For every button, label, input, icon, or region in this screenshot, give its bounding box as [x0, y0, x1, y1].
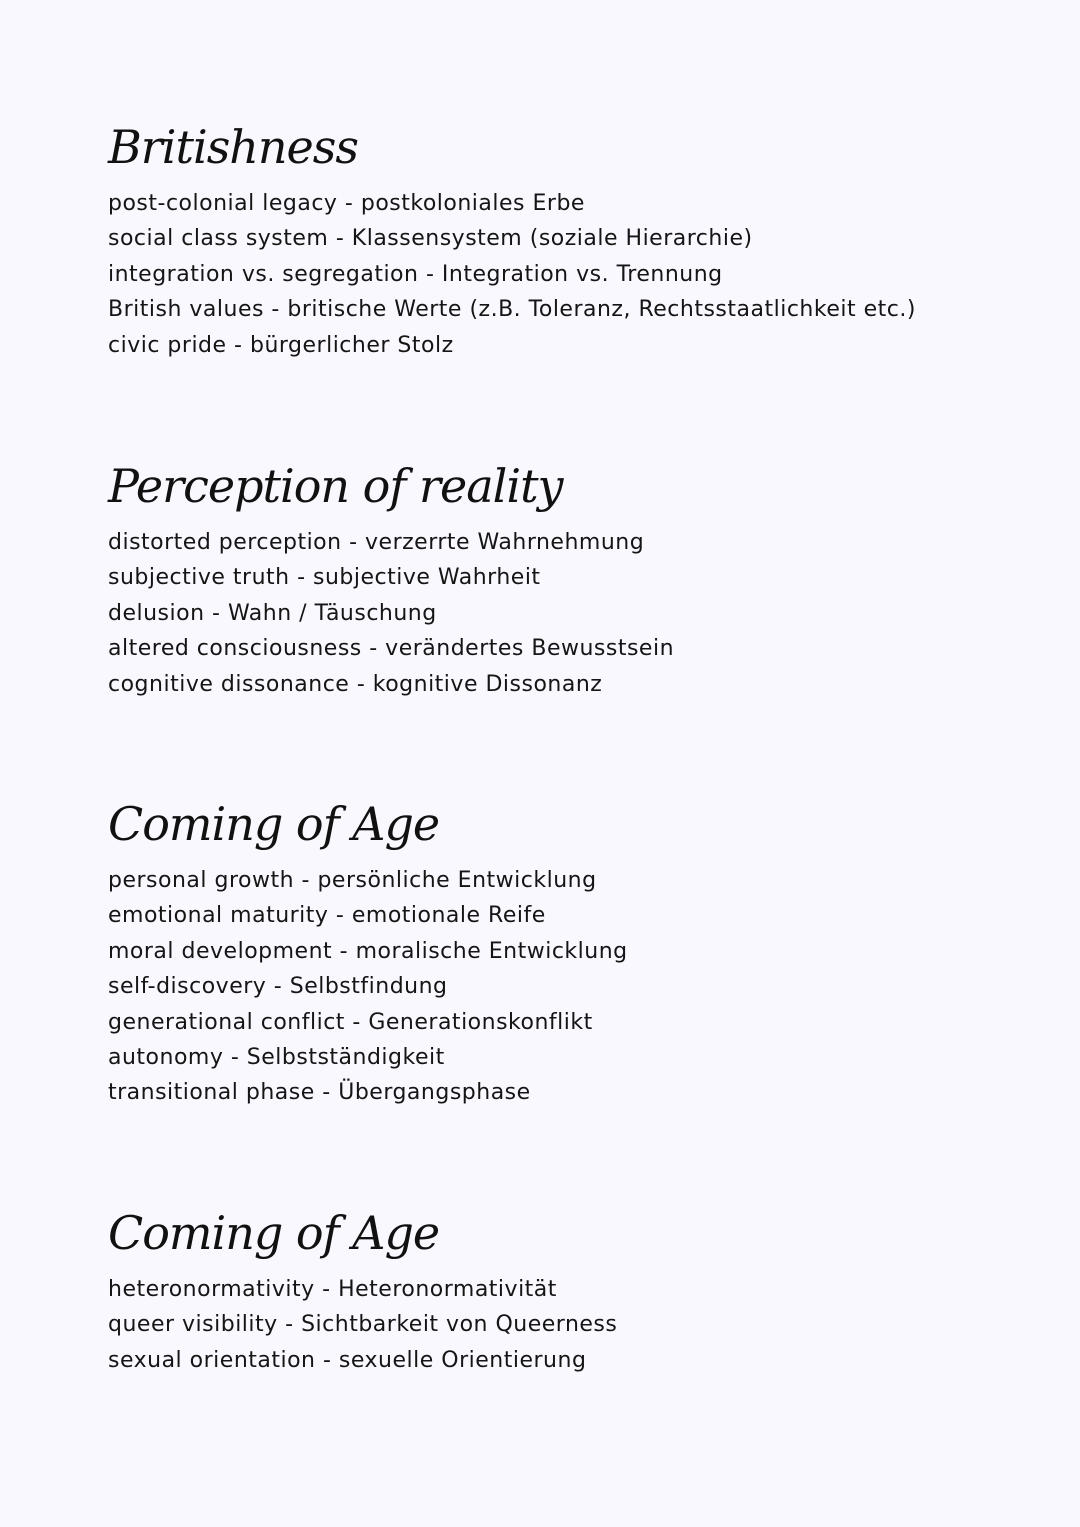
section-heading: Coming of Age — [108, 1206, 440, 1260]
vocabulary-item: moral development - moralische Entwicklung — [108, 938, 628, 964]
vocabulary-item: delusion - Wahn / Täuschung — [108, 600, 437, 626]
vocabulary-item: distorted perception - verzerrte Wahrnehmung — [108, 530, 645, 555]
vocabulary-list — [108, 863, 1008, 1111]
section-coming-of-age-1 — [108, 785, 1008, 1111]
section-britishness — [108, 108, 1008, 363]
vocabulary-item: altered consciousness - verändertes Bewusstsein — [108, 636, 675, 662]
vocabulary-item: cognitive dissonance - kognitive Dissonanz — [108, 671, 603, 697]
vocabulary-item: autonomy - Selbstständigkeit — [108, 1044, 445, 1070]
vocabulary-item: post-colonial legacy - postkoloniales Erbe — [108, 191, 585, 216]
vocabulary-item: queer visibility - Sichtbarkeit von Queerness — [108, 1312, 618, 1338]
section-coming-of-age-2 — [108, 1194, 1008, 1378]
vocabulary-item: generational conflict - Generationskonflikt — [108, 1009, 593, 1035]
section-heading: Coming of Age — [108, 797, 440, 851]
vocabulary-item: subjective truth - subjective Wahrheit — [108, 565, 541, 591]
vocabulary-item: social class system - Klassensystem (soziale Hierarchie) — [108, 226, 753, 252]
vocabulary-item: integration vs. segregation - Integration vs. Trennung — [108, 261, 723, 287]
vocabulary-item: British values - britische Werte (z.B. Toleranz, Rechtsstaatlichkeit etc.) — [108, 297, 916, 323]
vocabulary-item: sexual orientation - sexuelle Orientierung — [108, 1347, 587, 1373]
vocabulary-item: heteronormativity - Heteronormativität — [108, 1277, 557, 1302]
vocabulary-item: self-discovery - Selbstfindung — [108, 974, 448, 1000]
section-heading: Britishness — [108, 120, 358, 174]
vocabulary-list — [108, 1272, 1008, 1378]
vocabulary-item: emotional maturity - emotionale Reife — [108, 903, 546, 929]
section-perception-of-reality — [108, 447, 1008, 702]
vocabulary-item: civic pride - bürgerlicher Stolz — [108, 332, 454, 358]
vocabulary-item: personal growth - persönliche Entwicklung — [108, 868, 597, 893]
vocabulary-list — [108, 186, 1008, 363]
section-heading: Perception of reality — [108, 459, 563, 513]
vocabulary-item: transitional phase - Übergangsphase — [108, 1080, 531, 1106]
vocabulary-list — [108, 525, 1008, 702]
